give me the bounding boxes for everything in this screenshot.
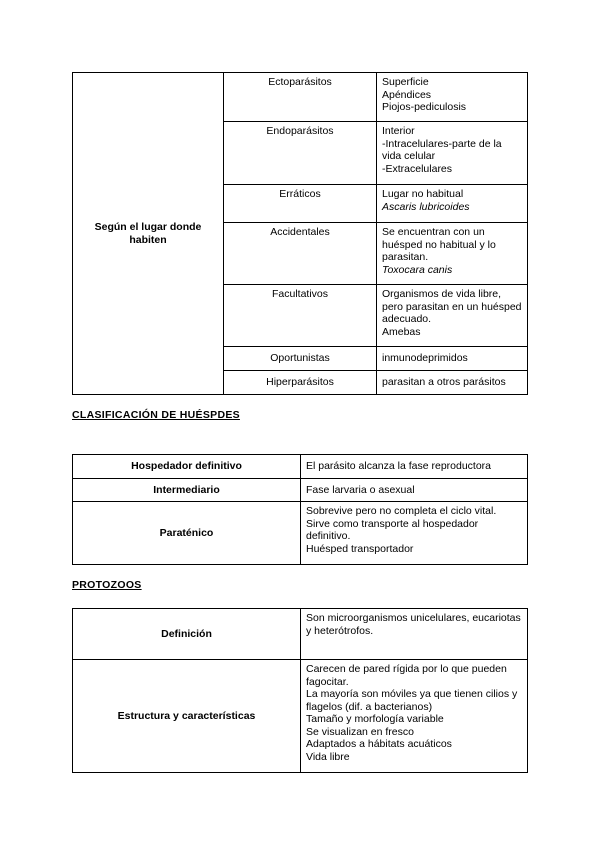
table-row — [73, 479, 528, 502]
table-row — [73, 73, 528, 122]
desc-cell — [301, 455, 528, 479]
hosts-heading: CLASIFICACIÓN DE HUÉSPDES — [72, 409, 240, 421]
desc-cell — [301, 502, 528, 565]
category-cell: Según el lugar donde habiten — [73, 73, 224, 395]
protozoos-heading: PROTOZOOS — [72, 579, 142, 591]
desc-line: -Intracelulares-parte de la vida celular — [382, 137, 502, 162]
desc-line: Vida libre — [306, 750, 350, 763]
term-cell: Definición — [73, 609, 301, 660]
type-cell: Ectoparásitos — [224, 73, 377, 122]
desc-line: Organismos de vida libre, pero parasitan en un huésped adecuado. — [382, 288, 522, 325]
desc-line: El parásito alcanza la fase reproductora — [306, 460, 492, 473]
desc-cell — [377, 347, 528, 371]
desc-line: Tamaño y morfología variable — [306, 713, 444, 725]
type-cell: Oportunistas — [224, 347, 377, 371]
desc-cell — [377, 122, 528, 185]
type-cell: Facultativos — [224, 285, 377, 347]
species-name: Toxocara canis — [382, 263, 453, 276]
desc-line: Adaptados a hábitats acuáticos — [306, 738, 452, 750]
desc-cell — [377, 371, 528, 395]
desc-line: Se visualizan en fresco — [306, 725, 414, 738]
protozoos-table — [72, 608, 528, 773]
desc-line: Fase larvaria o asexual — [306, 483, 415, 496]
host-type-cell: Hospedador definitivo — [73, 455, 301, 479]
hosts-table — [72, 454, 528, 565]
desc-line: Sobrevive pero no completa el ciclo vital. — [306, 505, 497, 517]
desc-cell — [301, 660, 528, 773]
table-row — [73, 609, 528, 660]
desc-line: Se encuentran con un huésped no habitual y lo parasitan. — [382, 226, 496, 263]
table-row — [73, 455, 528, 479]
desc-line: Carecen de pared rígida por lo que pueden fagocitar. — [306, 663, 507, 688]
desc-line: Apéndices — [382, 88, 432, 101]
habitat-table — [72, 72, 528, 395]
desc-line: Lugar no habitual — [382, 188, 464, 200]
desc-cell — [377, 223, 528, 285]
desc-line: Piojos-pediculosis — [382, 101, 467, 113]
host-type-cell: Paraténico — [73, 502, 301, 565]
desc-cell — [301, 609, 528, 660]
desc-cell — [377, 285, 528, 347]
desc-line: Superficie — [382, 76, 429, 88]
desc-line: Sirve como transporte al hospedador definitivo. — [306, 517, 479, 542]
table-row — [73, 660, 528, 773]
desc-cell — [377, 185, 528, 223]
desc-line: Huésped transportador — [306, 542, 414, 555]
host-type-cell: Intermediario — [73, 479, 301, 502]
type-cell: Erráticos — [224, 185, 377, 223]
term-cell: Estructura y características — [73, 660, 301, 773]
type-cell: Hiperparásitos — [224, 371, 377, 395]
type-cell: Accidentales — [224, 223, 377, 285]
desc-line: -Extracelulares — [382, 162, 453, 175]
type-cell: Endoparásitos — [224, 122, 377, 185]
desc-cell — [301, 479, 528, 502]
desc-line: Son microorganismos unicelulares, eucariotas y heterótrofos. — [306, 612, 521, 637]
species-name: Ascaris lubricoides — [382, 200, 470, 213]
desc-line: parasitan a otros parásitos — [382, 376, 506, 389]
desc-cell — [377, 73, 528, 122]
desc-line: inmunodeprimidos — [382, 352, 468, 365]
desc-line: La mayoría son móviles ya que tienen cilios y flagelos (dif. a bacterianos) — [306, 688, 518, 713]
table-row — [73, 502, 528, 565]
desc-line: Interior — [382, 125, 415, 137]
desc-line: Amebas — [382, 325, 421, 338]
